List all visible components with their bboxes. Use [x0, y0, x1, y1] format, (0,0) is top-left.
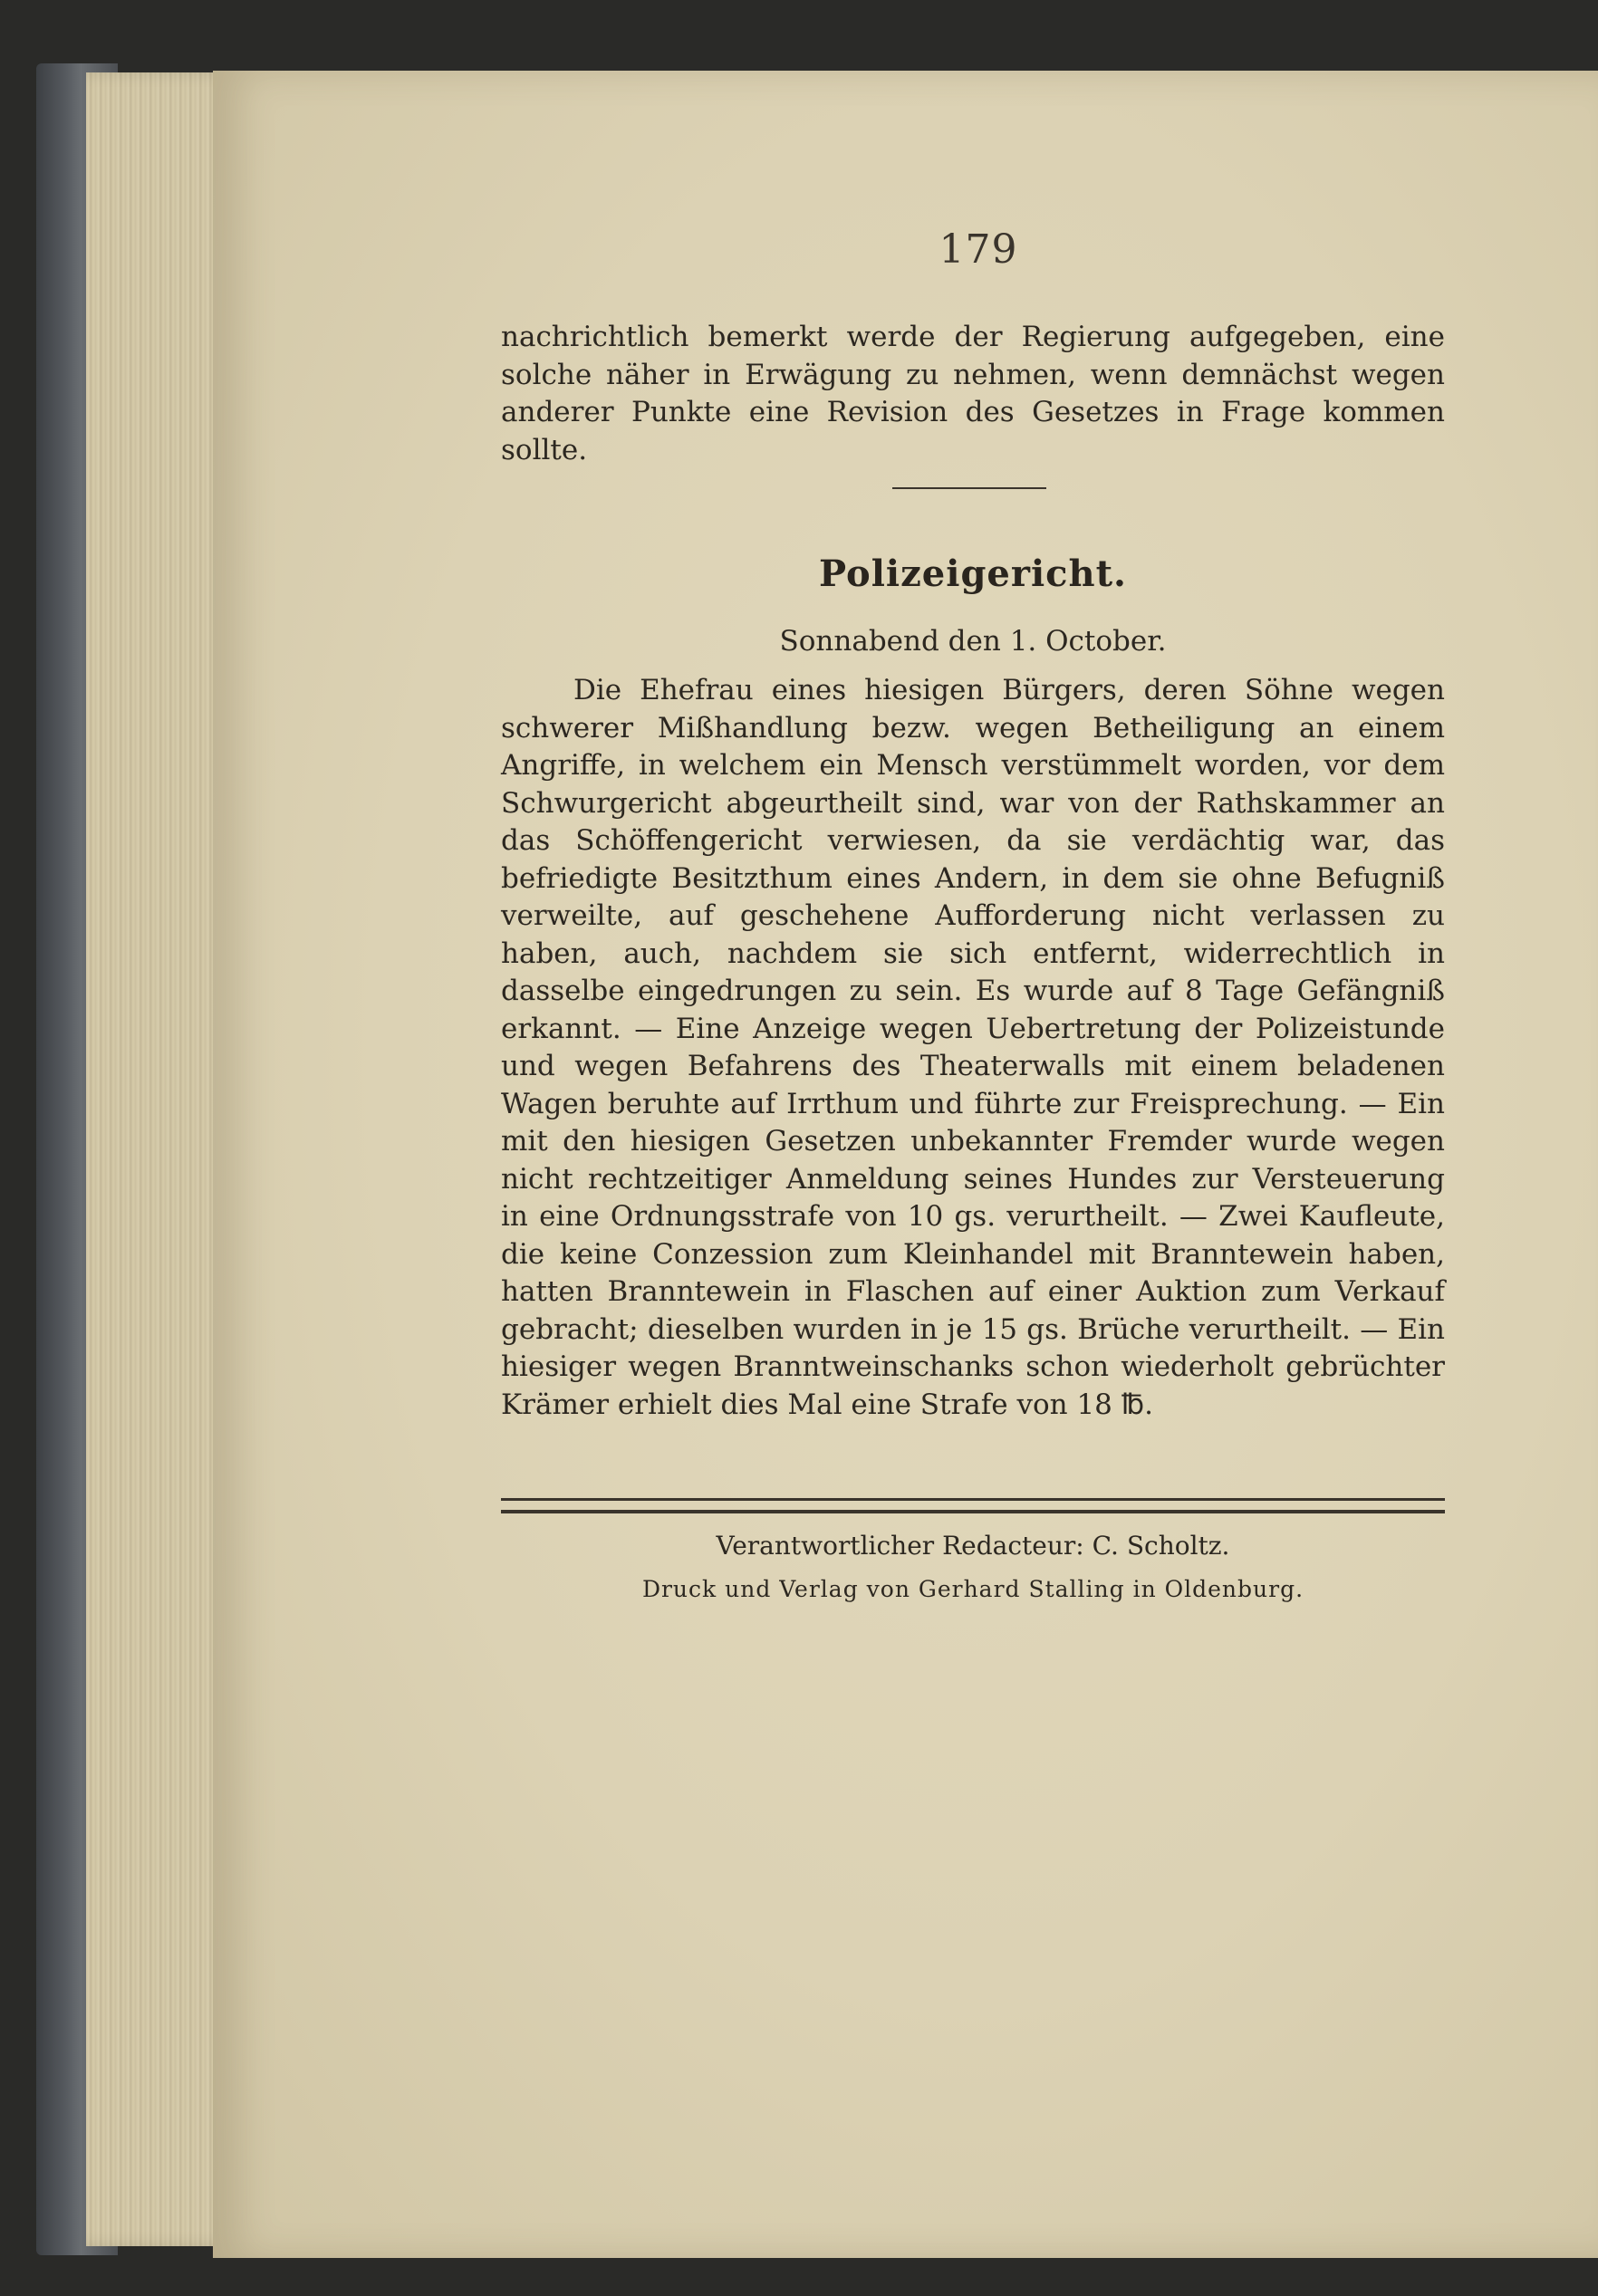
footer-rule — [501, 1498, 1445, 1513]
intro-paragraph: nachrichtlich bemerkt werde der Regierung aufgegeben, eine solche näher in Erwägung zu nehmen, wenn demnächst wegen anderer Punkte eine Revision des Gesetzes in Frage kommen sollte. — [501, 321, 1445, 466]
section-divider — [892, 487, 1046, 489]
printer-line: Druck und Verlag von Gerhard Stalling in Oldenburg. — [641, 1576, 1304, 1602]
editor-line: Verantwortlicher Redacteur: C. Scholtz. — [716, 1531, 1230, 1561]
section-title: Polizeigericht. — [819, 552, 1127, 595]
report-paragraph: Die Ehefrau eines hiesigen Bürgers, deren Söhne wegen schwerer Mißhandlung bezw. wegen Betheiligung an einem Angriffe, in welchem ein Mensch verstümmelt worden, vor dem Schwurgericht abgeurtheilt sind, war von der Rathskammer an das Schöffengericht verwiesen, da sie verdächtig war, das befriedigte Besitzthum eines Andern, in dem sie ohne Befugniß verweilte, auf geschehene Aufforderung nicht verlassen zu haben, auch, nachdem sie sich entfernt, widerrechtlich in dasselbe eingedrungen zu sein. Es wurde auf 8 Tage Gefängniß erkannt. — Eine Anzeige wegen Uebertretung der Polizeistunde und wegen Befahrens des Theaterwalls mit einem beladenen Wagen beruhte auf Irrthum und führte zur Freisprechung. — Ein mit den hiesigen Gesetzen unbekannter Fremder wurde wegen nicht rechtzeitiger Anmeldung seines Hundes zur Versteuerung in eine Ordnungsstrafe von 10 gs. verurtheilt. — Zwei Kaufleute, die keine Conzession zum Kleinhandel mit Branntewein haben, hatten Branntewein in Flaschen auf einer Auktion zum Verkauf gebracht; dieselben wurden in je 15 gs. Brüche verurtheilt. — Ein hiesiger wegen Branntweinschanks schon wiederholt gebrüchter Krämer erhielt dies Mal eine Strafe von 18 ℔. — [501, 674, 1445, 1421]
page-number: 179 — [939, 226, 1018, 273]
section-date: Sonnabend den 1. October. — [779, 625, 1167, 658]
